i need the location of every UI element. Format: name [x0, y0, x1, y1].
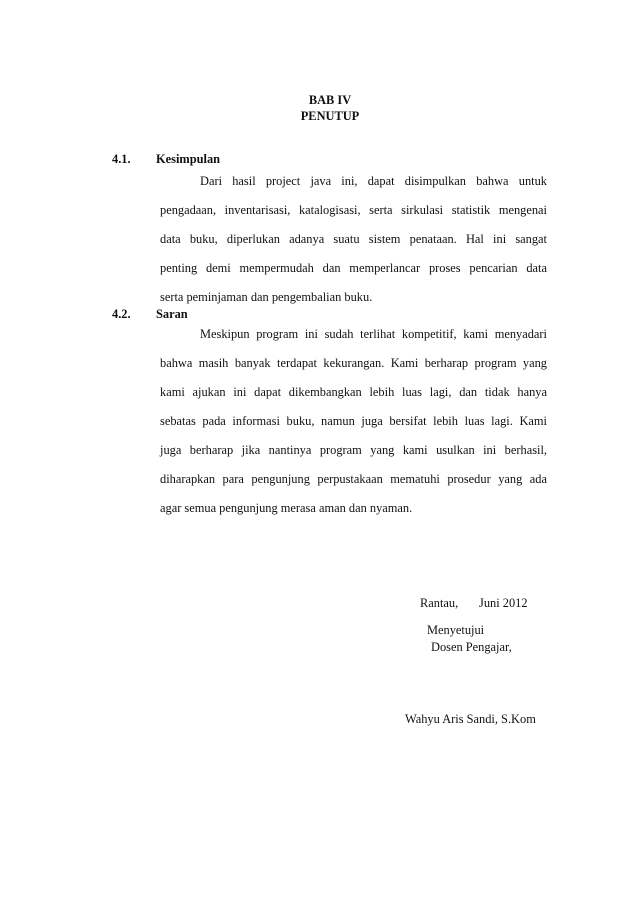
signature-name: Wahyu Aris Sandi, S.Kom — [405, 712, 536, 726]
paragraph-line: sebatas pada informasi buku, namun juga bersifat lebih luas lagi. Kami — [160, 414, 547, 428]
section-title-kesimpulan: Kesimpulan — [156, 152, 221, 166]
paragraph-line: pengadaan, inventarisasi, katalogisasi, serta sirkulasi statistik mengenai — [160, 203, 547, 217]
signature-role: Dosen Pengajar, — [431, 640, 512, 654]
section-number: 4.2. — [112, 307, 131, 321]
signature-date: Juni 2012 — [479, 596, 528, 610]
paragraph-line: bahwa masih banyak terdapat kekurangan. Kami berharap program yang — [160, 356, 547, 370]
signature-place: Rantau, — [420, 596, 459, 610]
section-title-saran: Saran — [156, 307, 188, 321]
paragraph-line: data buku, diperlukan adanya suatu sistem penataan. Hal ini sangat — [160, 232, 547, 246]
paragraph-line: kami ajukan ini dapat dikembangkan lebih luas lagi, dan tidak hanya — [160, 385, 547, 399]
paragraph-line: diharapkan para pengunjung perpustakaan mematuhi prosedur yang ada — [160, 472, 547, 486]
paragraph-saran — [160, 326, 547, 529]
paragraph-line: agar semua pengunjung merasa aman dan nyaman. — [160, 501, 413, 515]
signature-approval: Menyetujui — [427, 623, 485, 637]
paragraph-line: juga berharap jika nantinya program yang kami usulkan ini berhasil, — [160, 443, 547, 457]
chapter-label: BAB IV — [308, 93, 352, 107]
paragraph-line: Dari hasil project java ini, dapat disimpulkan bahwa untuk — [200, 174, 547, 188]
chapter-title: PENUTUP — [300, 109, 360, 123]
paragraph-line: serta peminjaman dan pengembalian buku. — [160, 290, 373, 304]
section-number: 4.1. — [112, 152, 131, 166]
paragraph-line: Meskipun program ini sudah terlihat kompetitif, kami menyadari — [200, 327, 547, 341]
paragraph-kesimpulan — [160, 173, 547, 318]
paragraph-line: penting demi mempermudah dan memperlancar proses pencarian data — [160, 261, 547, 275]
